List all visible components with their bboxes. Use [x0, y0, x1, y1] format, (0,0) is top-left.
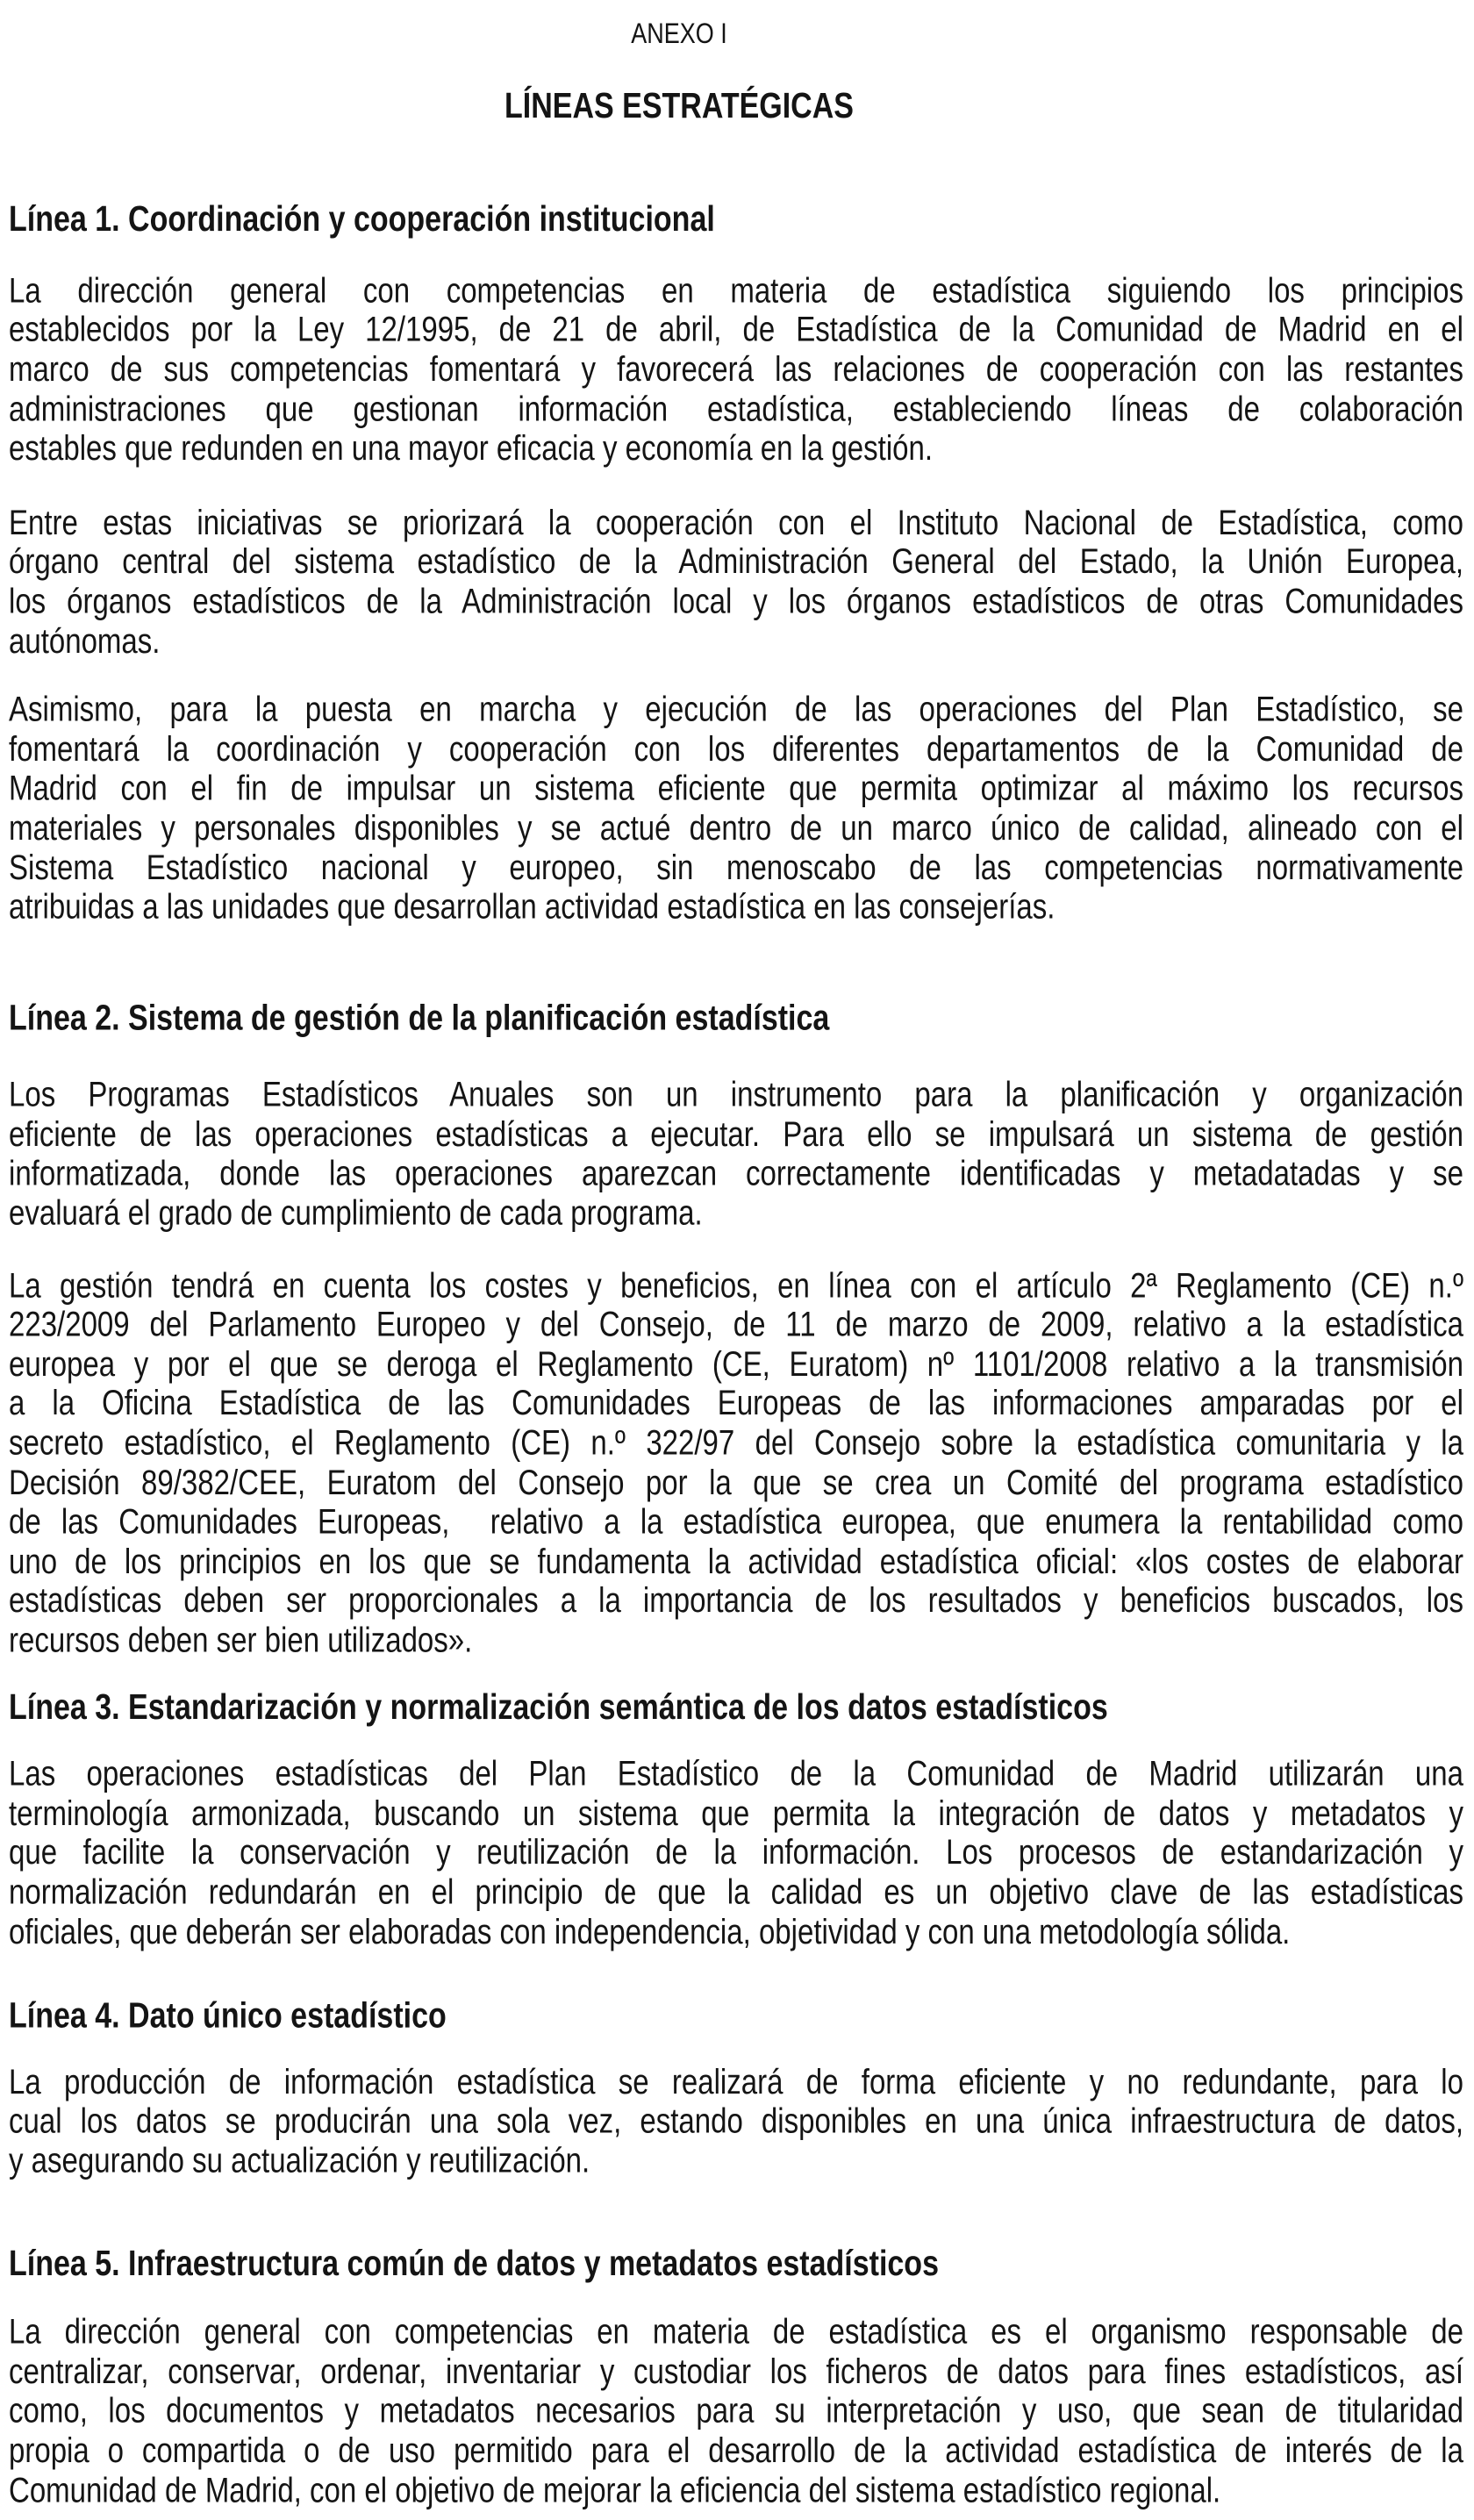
paragraph [9, 503, 1463, 661]
section-heading: Línea 4. Dato único estadístico [9, 1995, 447, 2037]
text-line: La dirección general con competencias en materia de estadística siguiendo los principios [9, 270, 1463, 310]
text-line: estables que redunden en una mayor eficacia y economía en la gestión. [9, 428, 934, 468]
section [9, 1688, 1463, 1951]
paragraph [9, 2312, 1463, 2509]
text-line: y asegurando su actualización y reutilización. [9, 2140, 590, 2180]
text-line: La producción de información estadística se realizará de forma eficiente y no redundante, para lo [9, 2061, 1463, 2101]
text-line: 223/2009 del Parlamento Europeo y del Consejo, de 11 de marzo de 2009, relativo a la estadística [9, 1304, 1463, 1344]
text-line: cual los datos se producirán una sola vez, estando disponibles en una única infraestructura de datos, [9, 2101, 1463, 2141]
text-line: materiales y personales disponibles y se actué dentro de un marco único de calidad, alineado con el [9, 807, 1463, 848]
section-heading: Línea 1. Coordinación y cooperación institucional [9, 199, 715, 240]
sections-container [9, 201, 1463, 2509]
paragraph [9, 1265, 1463, 1660]
section [9, 2244, 1463, 2509]
text-line: terminología armonizada, buscando un sistema que permita la integración de datos y metadatos y [9, 1793, 1463, 1832]
text-line: Asimismo, para la puesta en marcha y ejecución de las operaciones del Plan Estadístico, se [9, 689, 1463, 729]
document-title: LÍNEAS ESTRATÉGICAS [504, 85, 854, 126]
text-line: oficiales, que deberán ser elaboradas con independencia, objetividad y con una metodología sólida. [9, 1911, 1291, 1951]
text-line: a la Oficina Estadística de las Comunidades Europeas de las informaciones amparadas por el [9, 1383, 1463, 1423]
text-line: recursos deben ser bien utilizados». [9, 1620, 473, 1659]
text-line: La dirección general con competencias en materia de estadística es el organismo responsable de [9, 2311, 1463, 2352]
annex-title: ANEXO I [631, 18, 727, 50]
section-heading: Línea 2. Sistema de gestión de la planificación estadística [9, 998, 830, 1038]
text-line: Entre estas iniciativas se priorizará la cooperación con el Instituto Nacional de Estadística, como [9, 502, 1463, 541]
text-line: Decisión 89/382/CEE, Euratom del Consejo por la que se crea un Comité del programa estadístico [9, 1462, 1463, 1502]
section [9, 1997, 1463, 2180]
text-line: como, los documentos y metadatos necesarios para su interpretación y uso, que sean de titularidad [9, 2390, 1463, 2431]
text-line: La gestión tendrá en cuenta los costes y beneficios, en línea con el artículo 2ª Reglamento (CE) n.º [9, 1264, 1463, 1305]
section [9, 999, 1463, 1659]
section-heading: Línea 5. Infraestructura común de datos y metadatos estadísticos [9, 2243, 939, 2283]
paragraph [9, 270, 1463, 468]
text-line: normalización redundarán en el principio de que la calidad es un objetivo clave de las estadísticas [9, 1872, 1463, 1911]
text-line: los órganos estadísticos de la Administración local y los órganos estadísticos de otras Comunidades [9, 581, 1463, 620]
text-line: Los Programas Estadísticos Anuales son un instrumento para la planificación y organización [9, 1075, 1463, 1114]
text-line: propia o compartida o de uso permitido para el desarrollo de la actividad estadística de interés de la [9, 2430, 1463, 2470]
text-line: Madrid con el fin de impulsar un sistema eficiente que permita optimizar al máximo los recursos [9, 768, 1463, 808]
text-line: europea y por el que se deroga el Reglamento (CE, Euratom) nº 1101/2008 relativo a la transmisión [9, 1343, 1463, 1384]
text-line: Las operaciones estadísticas del Plan Estadístico de la Comunidad de Madrid utilizarán una [9, 1753, 1463, 1793]
text-line: informatizada, donde las operaciones aparezcan correctamente identificadas y metadatadas y se [9, 1153, 1463, 1193]
text-line: eficiente de las operaciones estadísticas a ejecutar. Para ello se impulsará un sistema de gestión [9, 1114, 1463, 1154]
text-line: centralizar, conservar, ordenar, inventariar y custodiar los ficheros de datos para fines estadísticos, así [9, 2351, 1463, 2391]
text-line: Comunidad de Madrid, con el objetivo de mejorar la eficiencia del sistema estadístico regional. [9, 2469, 1221, 2509]
text-line: órgano central del sistema estadístico de la Administración General del Estado, la Unión Europea, [9, 541, 1463, 581]
text-line: administraciones que gestionan información estadística, estableciendo líneas de colaboración [9, 389, 1463, 428]
text-line: marco de sus competencias fomentará y favorecerá las relaciones de cooperación con las restantes [9, 349, 1463, 389]
text-line: fomentará la coordinación y cooperación con los diferentes departamentos de la Comunidad de [9, 728, 1463, 769]
text-line: que facilite la conservación y reutilización de la información. Los procesos de estandarización y [9, 1832, 1463, 1872]
text-line: establecidos por la Ley 12/1995, de 21 de abril, de Estadística de la Comunidad de Madrid en el [9, 310, 1463, 349]
paragraph [9, 690, 1463, 927]
paragraph [9, 2062, 1463, 2180]
text-line: autónomas. [9, 620, 161, 660]
text-line: uno de los principios en los que se fundamenta la actividad estadística oficial: «los costes de elaborar [9, 1541, 1463, 1580]
text-line: estadísticas deben ser proporcionales a la importancia de los resultados y beneficios buscados, los [9, 1580, 1463, 1620]
section [9, 201, 1463, 927]
text-line: evaluará el grado de cumplimiento de cada programa. [9, 1192, 703, 1233]
text-line: secreto estadístico, el Reglamento (CE) n.º 322/97 del Consejo sobre la estadística comunitaria y la [9, 1422, 1463, 1463]
paragraph [9, 1075, 1463, 1233]
text-line: de las Comunidades Europeas, relativo a la estadística europea, que enumera la rentabilidad como [9, 1501, 1463, 1541]
section-heading: Línea 3. Estandarización y normalización semántica de los datos estadísticos [9, 1686, 1108, 1728]
paragraph [9, 1754, 1463, 1951]
text-line: atribuidas a las unidades que desarrollan actividad estadística en las consejerías. [9, 886, 1055, 926]
text-line: Sistema Estadístico nacional y europeo, sin menoscabo de las competencias normativamente [9, 847, 1463, 887]
